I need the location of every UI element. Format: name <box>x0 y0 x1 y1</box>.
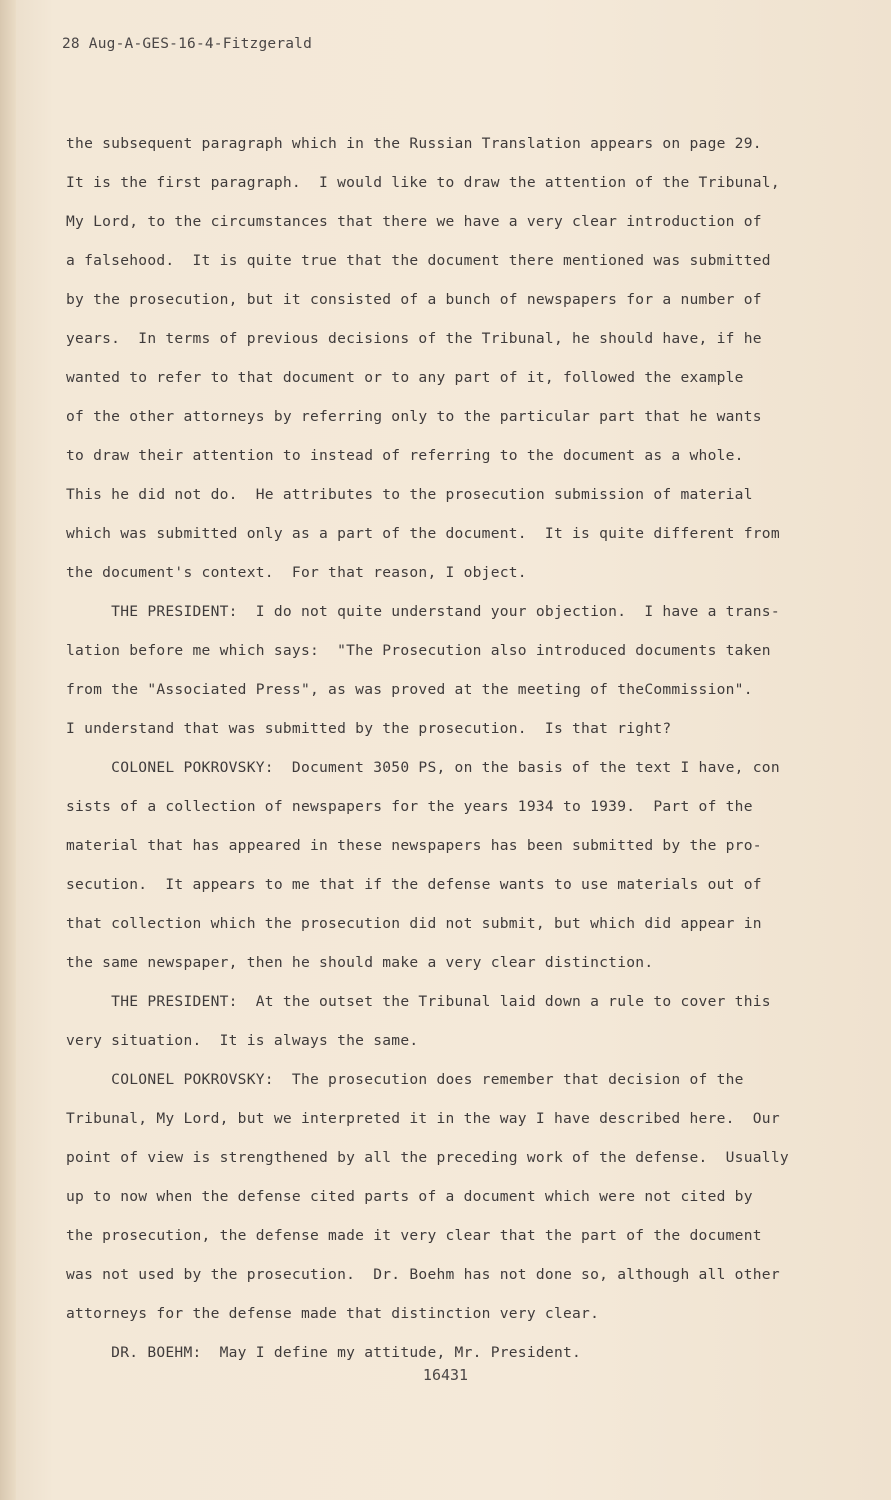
text-line: that collection which the prosecution did not submit, but which did appear in <box>66 915 762 932</box>
text-line: COLONEL POKROVSKY: The prosecution does remember that decision of the <box>66 1071 744 1088</box>
text-line: attorneys for the defense made that distinction very clear. <box>66 1305 600 1322</box>
text-line: DR. BOEHM: May I define my attitude, Mr. President. <box>66 1344 582 1361</box>
text-line: COLONEL POKROVSKY: Document 3050 PS, on the basis of the text I have, con <box>66 759 780 776</box>
text-line: was not used by the prosecution. Dr. Boehm has not done so, although all other <box>66 1266 780 1283</box>
text-line: years. In terms of previous decisions of the Tribunal, he should have, if he <box>66 330 762 347</box>
text-line: wanted to refer to that document or to any part of it, followed the example <box>66 369 744 386</box>
text-line: Tribunal, My Lord, but we interpreted it in the way I have described here. Our <box>66 1110 780 1127</box>
text-line: sists of a collection of newspapers for the years 1934 to 1939. Part of the <box>66 798 753 815</box>
text-line: which was submitted only as a part of the document. It is quite different from <box>66 525 780 542</box>
text-line: point of view is strengthened by all the preceding work of the defense. Usually <box>66 1149 789 1166</box>
text-line: THE PRESIDENT: At the outset the Tribunal laid down a rule to cover this <box>66 993 771 1010</box>
text-line: My Lord, to the circumstances that there we have a very clear introduction of <box>66 213 762 230</box>
page-header: 28 Aug-A-GES-16-4-Fitzgerald <box>62 36 313 52</box>
text-line: the prosecution, the defense made it very clear that the part of the document <box>66 1227 762 1244</box>
text-line: secution. It appears to me that if the defense wants to use materials out of <box>66 876 762 893</box>
text-line: lation before me which says: "The Prosecution also introduced documents taken <box>66 642 771 659</box>
text-line: the subsequent paragraph which in the Russian Translation appears on page 29. <box>66 135 762 152</box>
text-line: up to now when the defense cited parts of a document which were not cited by <box>66 1188 753 1205</box>
text-line: material that has appeared in these newspapers has been submitted by the pro- <box>66 837 762 854</box>
text-line: I understand that was submitted by the prosecution. Is that right? <box>66 720 672 737</box>
text-line: the same newspaper, then he should make a very clear distinction. <box>66 954 654 971</box>
text-line: It is the first paragraph. I would like to draw the attention of the Tribunal, <box>66 174 780 191</box>
text-line: to draw their attention to instead of referring to the document as a whole. <box>66 447 744 464</box>
paper-edge <box>0 0 16 1500</box>
text-line: by the prosecution, but it consisted of a bunch of newspapers for a number of <box>66 291 762 308</box>
text-line: a falsehood. It is quite true that the document there mentioned was submitted <box>66 252 771 269</box>
text-line: This he did not do. He attributes to the prosecution submission of material <box>66 486 753 503</box>
text-line: THE PRESIDENT: I do not quite understand your objection. I have a trans- <box>66 603 780 620</box>
transcript-body <box>66 124 846 1372</box>
text-line: of the other attorneys by referring only to the particular part that he wants <box>66 408 762 425</box>
text-line: from the "Associated Press", as was proved at the meeting of theCommission". <box>66 681 753 698</box>
text-line: the document's context. For that reason, I object. <box>66 564 527 581</box>
text-line: very situation. It is always the same. <box>66 1032 419 1049</box>
page-number: 16431 <box>422 1366 469 1384</box>
